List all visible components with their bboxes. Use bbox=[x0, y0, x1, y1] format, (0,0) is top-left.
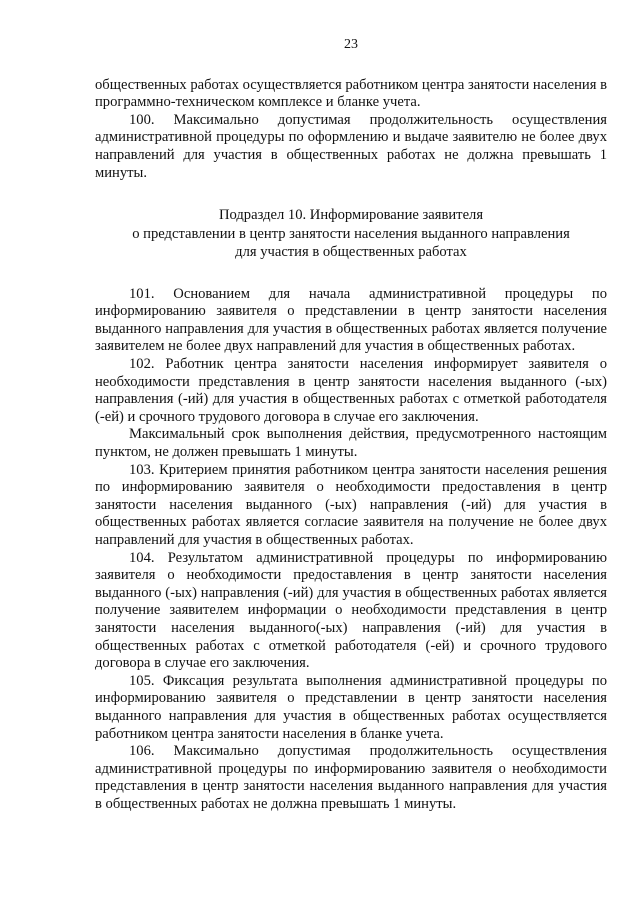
section-title-line-2: о представлении в центр занятости населения выданного направления bbox=[132, 225, 570, 242]
paragraph-continuation: общественных работах осуществляется работником центра занятости населения в программно-техническом комплексе и бланке учета. bbox=[95, 76, 607, 111]
top-paragraphs bbox=[95, 77, 607, 183]
paragraph-101: 101. Основанием для начала административной процедуры по информированию заявителя о представлении в центр занятости населения выданного направления для участия в общественных работах является получение заявителем не более двух направлений для участия в общественных работах. bbox=[95, 285, 607, 355]
section-title-line-3: для участия в общественных работах bbox=[235, 244, 467, 261]
paragraph-104: 104. Результатом административной процедуры по информированию заявителя о необходимости предоставления в центр занятости населения выданного (-ых) направления (-ий) для участия в общественных работах является получение заявителем информации о необходимости представления в центр занятости населения выданного(-ых) направления (-ий) для участия в общественных работах с отметкой работодателя (-ей) и срочного трудового договора в случае его заключения. bbox=[95, 549, 607, 672]
paragraph-100: 100. Максимально допустимая продолжительность осуществления административной процедуры по оформлению и выдаче заявителю не более двух направлений для участия в общественных работах не должна превышать 1 минуты. bbox=[95, 111, 607, 181]
paragraph-106: 106. Максимально допустимая продолжительность осуществления административной процедуры по информированию заявителя о необходимости представления в центр занятости населения выданного направления для участия в общественных работах не должна превышать 1 минуты. bbox=[95, 743, 607, 812]
main-paragraphs bbox=[95, 286, 607, 814]
paragraph-105: 105. Фиксация результата выполнения административной процедуры по информированию заявителя о представлении в центр занятости населения выданного направления для участия в общественных работах осуществляется работником центра занятости населения в бланке учета. bbox=[95, 672, 607, 742]
section-title bbox=[95, 206, 607, 262]
paragraph-102-max-time: Максимальный срок выполнения действия, предусмотренного настоящим пунктом, не должен превышать 1 минуты. bbox=[95, 426, 607, 460]
paragraph-102: 102. Работник центра занятости населения информирует заявителя о необходимости представления в центр занятости населения выданного (-ых) направления (-ий) для участия в общественных работах с отметкой работодателя (-ей) и срочного трудового договора в случае его заключения. bbox=[95, 356, 607, 425]
section-title-line-1: Подраздел 10. Информирование заявителя bbox=[218, 207, 484, 224]
document-page bbox=[95, 36, 607, 813]
page-number: 23 bbox=[344, 37, 358, 52]
paragraph-103: 103. Критерием принятия работником центра занятости населения решения по информированию заявителя о необходимости предоставления в центр занятости населения выданного (-ых) направления (-ий) для участия в общественных работах является согласие заявителя на получение не более двух направлений для участия в общественных работах. bbox=[95, 461, 607, 548]
